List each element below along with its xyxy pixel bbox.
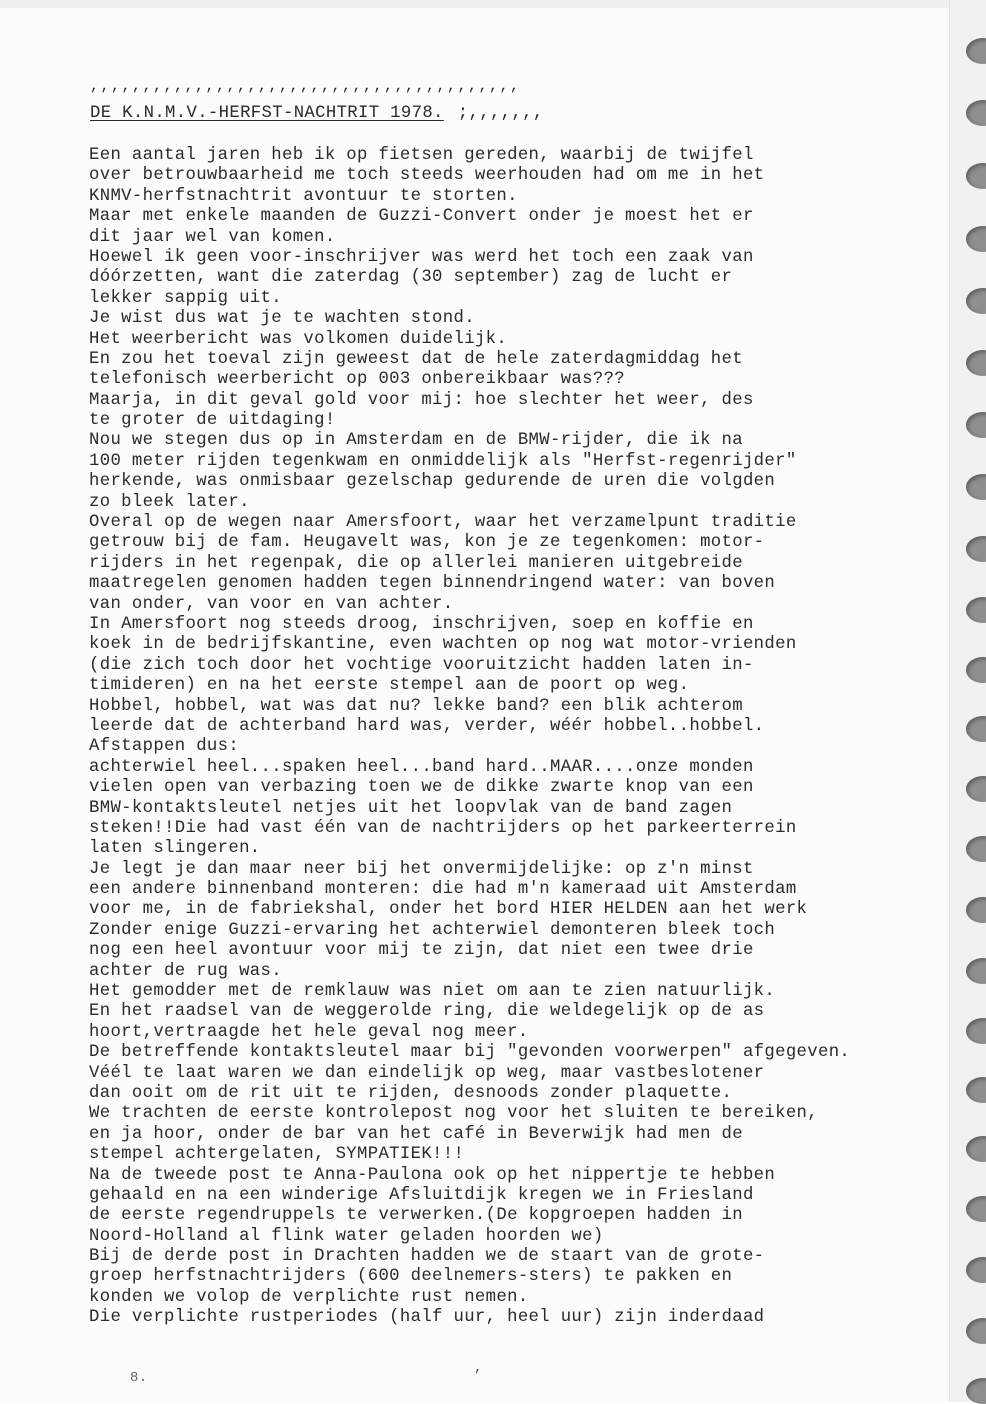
text-line: Zonder enige Guzzi-ervaring het achterwiel demonteren bleek toch bbox=[89, 920, 776, 940]
text-line: van onder, van voor en van achter. bbox=[89, 594, 454, 614]
text-line: maatregelen genomen hadden tegen binnendringend water: van boven bbox=[89, 574, 776, 594]
text-line: over betrouwbaarheid me toch steeds weerhouden had om me in het bbox=[89, 166, 765, 186]
text-line: zo bleek later. bbox=[89, 492, 250, 512]
text-line: Afstappen dus: bbox=[89, 737, 240, 757]
text-line: Véél te laat waren we dan eindelijk op weg, maar vastbeslotener bbox=[89, 1063, 765, 1083]
title-trail-marks: ;,,,,,,, bbox=[457, 104, 544, 123]
footer-comma: , bbox=[474, 1360, 483, 1376]
text-line: Die verplichte rustperiodes (half uur, heel uur) zijn inderdaad bbox=[89, 1308, 765, 1328]
page-title: DE K.N.M.V.-HERFST-NACHTRIT 1978. bbox=[90, 104, 444, 123]
title-row bbox=[90, 104, 544, 123]
binder-hole bbox=[966, 536, 986, 562]
binder-margin bbox=[949, 0, 986, 1402]
text-line: te groter de uitdaging! bbox=[89, 411, 336, 431]
text-line: We trachten de eerste kontrolepost nog voor het sluiten te bereiken, bbox=[89, 1104, 818, 1124]
text-line: dit jaar wel van komen. bbox=[89, 227, 336, 247]
binder-hole bbox=[966, 897, 986, 923]
binder-hole bbox=[966, 836, 986, 862]
binder-hole bbox=[966, 38, 986, 64]
text-line: Na de tweede post te Anna-Paulona ook op het nippertje te hebben bbox=[89, 1165, 776, 1185]
text-line: Noord-Holland al flink water geladen hoorden we) bbox=[89, 1226, 604, 1246]
text-line: dan ooit om de rit uit te rijden, desnoods zonder plaquette. bbox=[89, 1083, 733, 1103]
text-line: herkende, was onmisbaar gezelschap gedurende de uren die volgden bbox=[89, 472, 776, 492]
text-line: gehaald en na een winderige Afsluitdijk kregen we in Friesland bbox=[89, 1185, 754, 1205]
text-line: en ja hoor, onder de bar van het café in Beverwijk had men de bbox=[89, 1124, 743, 1144]
text-line: hoort,vertraagde het hele geval nog meer. bbox=[89, 1022, 529, 1042]
binder-hole bbox=[966, 1136, 986, 1162]
binder-hole bbox=[966, 776, 986, 802]
text-line: konden we volop de verplichte rust nemen. bbox=[89, 1287, 529, 1307]
binder-hole bbox=[966, 474, 986, 500]
binder-hole bbox=[966, 657, 986, 683]
text-line: Het gemodder met de remklauw was niet om aan te zien natuurlijk. bbox=[89, 982, 776, 1002]
text-line: een andere binnenband monteren: die had m'n kameraad uit Amsterdam bbox=[89, 880, 797, 900]
text-line: De betreffende kontaktsleutel maar bij "gevonden voorwerpen" afgegeven. bbox=[89, 1043, 851, 1063]
text-line: Hobbel, hobbel, wat was dat nu? lekke band? een blik achterom bbox=[89, 696, 743, 716]
text-line: Een aantal jaren heb ik op fietsen gereden, waarbij de twijfel bbox=[89, 146, 754, 165]
text-line: voor me, in de fabriekshal, onder het bord HIER HELDEN aan het werk bbox=[89, 900, 808, 920]
text-line: En zou het toeval zijn geweest dat de hele zaterdagmiddag het bbox=[89, 349, 743, 369]
text-line: de eerste regendruppels te verwerken.(De kopgroepen hadden in bbox=[89, 1206, 743, 1226]
binder-hole bbox=[966, 100, 986, 126]
binder-hole bbox=[966, 597, 986, 623]
binder-hole bbox=[966, 1077, 986, 1103]
binder-hole bbox=[966, 226, 986, 252]
binder-hole bbox=[966, 412, 986, 438]
binder-hole bbox=[966, 163, 986, 189]
top-edge bbox=[0, 0, 986, 8]
text-line: groep herfstnachtrijders (600 deelnemers-sters) te pakken en bbox=[89, 1267, 733, 1287]
text-line: timideren) en na het eerste stempel aan de poort op weg. bbox=[89, 676, 690, 696]
text-line: vielen open van verbazing toen we de dikke zwarte knop van een bbox=[89, 778, 754, 798]
text-line: Je wist dus wat je te wachten stond. bbox=[89, 309, 475, 329]
text-line: Maar met enkele maanden de Guzzi-Convert onder je moest het er bbox=[89, 207, 754, 227]
text-line: achterwiel heel...spaken heel...band hard..MAAR....onze monden bbox=[89, 757, 754, 777]
footer-mark: 8. bbox=[130, 1370, 148, 1386]
text-line: laten slingeren. bbox=[89, 839, 261, 859]
text-line: En het raadsel van de weggerolde ring, die weldegelijk op de as bbox=[89, 1002, 765, 1022]
text-line: dóórzetten, want die zaterdag (30 september) zag de lucht er bbox=[89, 268, 733, 288]
text-line: Bij de derde post in Drachten hadden we de staart van de grote- bbox=[89, 1247, 765, 1267]
text-line: koek in de bedrijfskantine, even wachten op nog wat motor-vrienden bbox=[89, 635, 797, 655]
text-line: Je legt je dan maar neer bij het onvermijdelijke: op z'n minst bbox=[89, 859, 754, 879]
binder-hole bbox=[966, 1196, 986, 1222]
text-line: Nou we stegen dus op in Amsterdam en de BMW-rijder, die ik na bbox=[89, 431, 743, 451]
header-marks: ,,,,,,,,,,,,,,,,,,,,,,,,,,,,,,,,,,,,,,,,, bbox=[90, 78, 521, 95]
text-line: achter de rug was. bbox=[89, 961, 282, 981]
text-line: 100 meter rijden tegenkwam en onmiddelijk als "Herfst-regenrijder" bbox=[89, 451, 797, 471]
text-line: rijders in het regenpak, die op allerlei manieren uitgebreide bbox=[89, 553, 743, 573]
text-line: getrouw bij de fam. Heugavelt was, kon je ze tegenkomen: motor- bbox=[89, 533, 765, 553]
binder-hole bbox=[966, 1257, 986, 1283]
binder-hole bbox=[966, 1378, 986, 1404]
binder-hole bbox=[966, 958, 986, 984]
text-line: Maarja, in dit geval gold voor mij: hoe slechter het weer, des bbox=[89, 390, 754, 410]
binder-hole bbox=[966, 350, 986, 376]
text-line: telefonisch weerbericht op 003 onbereikbaar was??? bbox=[89, 370, 626, 390]
binder-hole bbox=[966, 1018, 986, 1044]
body-text bbox=[89, 146, 850, 1329]
text-line: steken!!Die had vast één van de nachtrijders op het parkeerterrein bbox=[89, 818, 797, 838]
text-line: (die zich toch door het vochtige vooruitzicht hadden laten in- bbox=[89, 655, 754, 675]
text-line: Het weerbericht was volkomen duidelijk. bbox=[89, 329, 508, 349]
text-line: BMW-kontaktsleutel netjes uit het loopvlak van de band zagen bbox=[89, 798, 733, 818]
text-line: Hoewel ik geen voor-inschrijver was werd het toch een zaak van bbox=[89, 247, 754, 267]
text-line: lekker sappig uit. bbox=[89, 288, 282, 308]
text-line: leerde dat de achterband hard was, verder, wéér hobbel..hobbel. bbox=[89, 716, 765, 736]
binder-hole bbox=[966, 716, 986, 742]
text-line: KNMV-herfstnachtrit avontuur te storten. bbox=[89, 186, 518, 206]
binder-hole bbox=[966, 1318, 986, 1344]
binder-hole bbox=[966, 288, 986, 314]
text-line: Overal op de wegen naar Amersfoort, waar het verzamelpunt traditie bbox=[89, 513, 797, 533]
text-line: nog een heel avontuur voor mij te zijn, dat niet een twee drie bbox=[89, 941, 754, 961]
text-line: stempel achtergelaten, SYMPATIEK!!! bbox=[89, 1145, 465, 1165]
text-line: In Amersfoort nog steeds droog, inschrijven, soep en koffie en bbox=[89, 614, 754, 634]
